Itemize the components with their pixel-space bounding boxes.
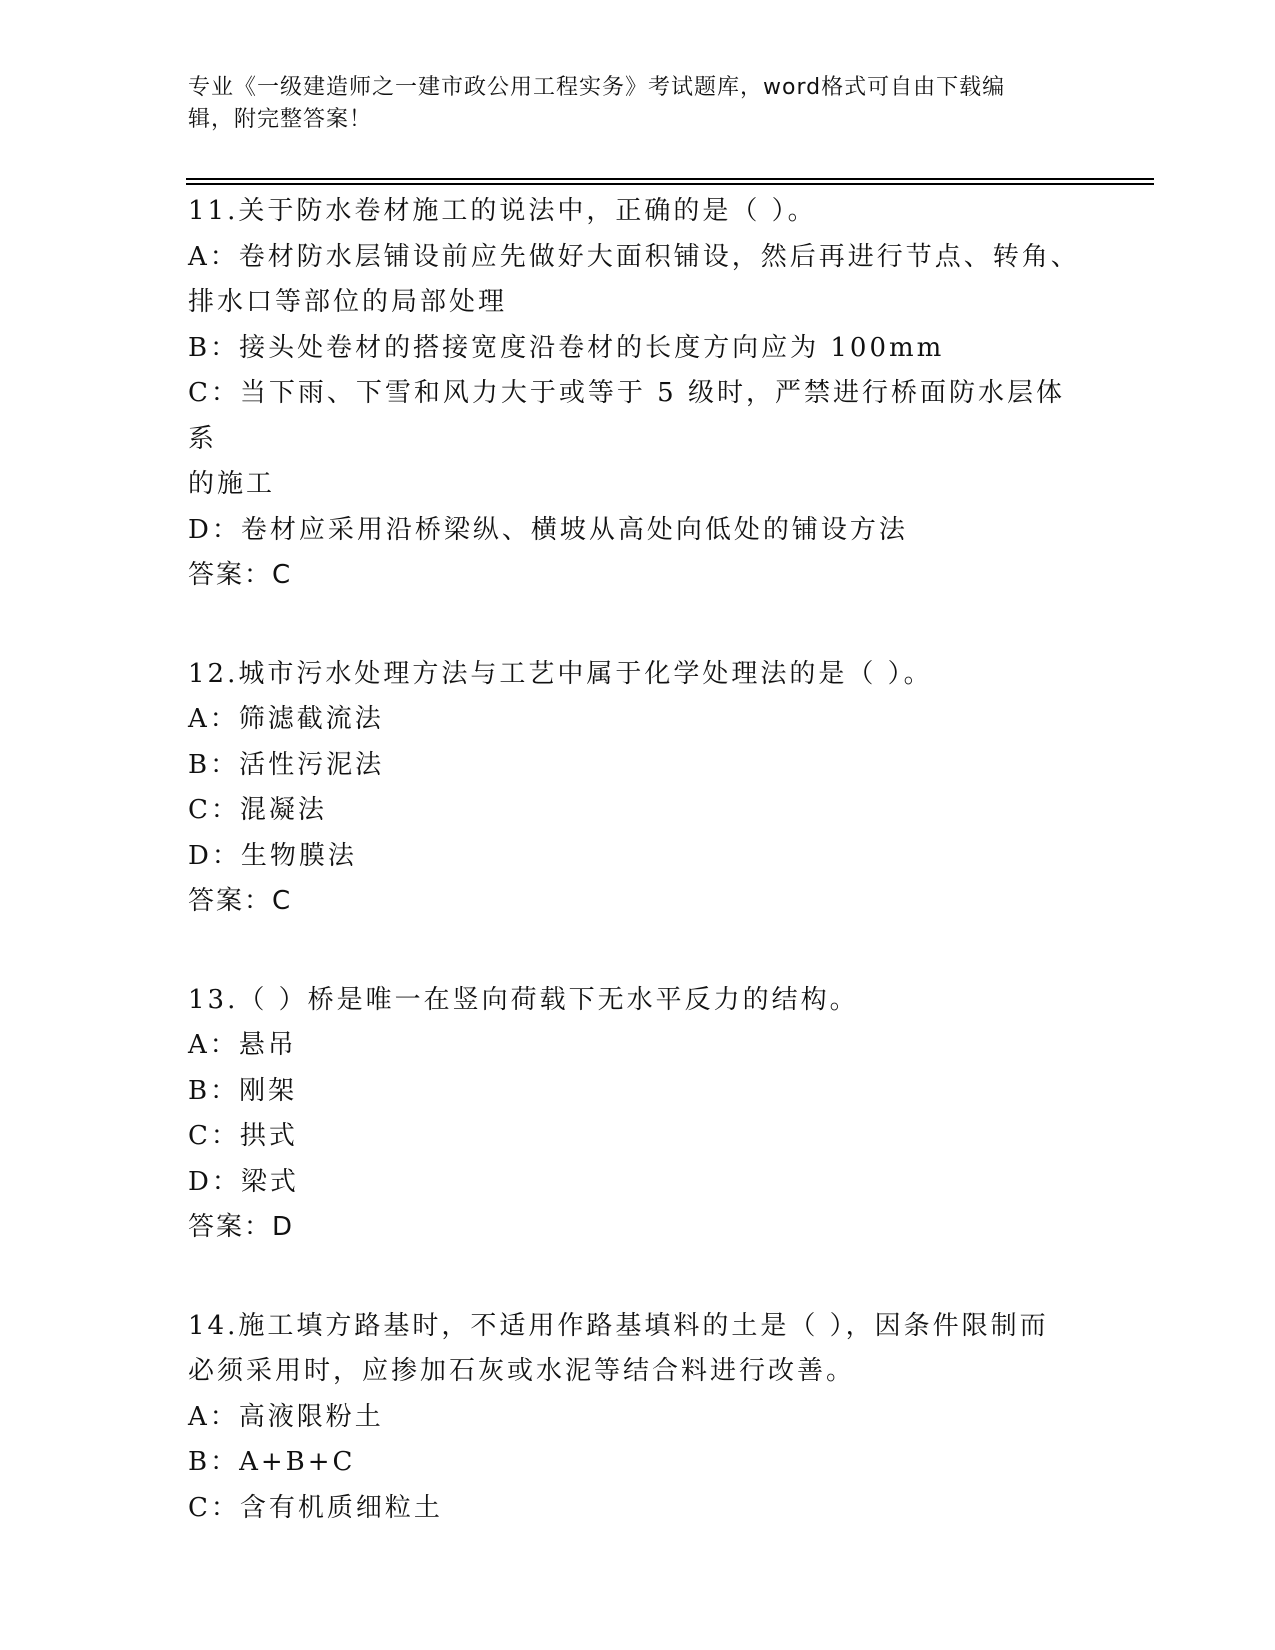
question-stem: 11.关于防水卷材施工的说法中，正确的是（ ）。 — [188, 196, 817, 226]
question-block — [188, 1304, 1088, 1532]
question-block — [188, 189, 1088, 599]
answer-text: 答案：D — [188, 1212, 295, 1242]
option-b — [188, 326, 1088, 372]
header-divider — [186, 183, 1154, 185]
option-a — [188, 235, 1088, 326]
option-d — [188, 508, 1088, 554]
option-a: A：悬吊 — [188, 1030, 297, 1060]
question-stem: 13.（ ）桥是唯一在竖向荷载下无水平反力的结构。 — [188, 984, 859, 1015]
question-list — [188, 189, 1088, 1584]
option-line: A：卷材防水层铺设前应先做好大面积铺设，然后再进行节点、转角、 — [188, 241, 1080, 272]
option-b: B：活性污泥法 — [188, 749, 385, 780]
option-line: B：接头处卷材的搭接宽度沿卷材的长度方向应为 100mm — [188, 332, 945, 363]
question-stem: 12.城市污水处理方法与工艺中属于化学处理法的是（ ）。 — [188, 658, 933, 689]
option-line: 的施工 — [188, 469, 276, 499]
header-divider — [186, 178, 1154, 180]
header-line: 专业《一级建造师之一建市政公用工程实务》考试题库，word格式可自由下载编 — [188, 75, 1006, 100]
question-block — [188, 652, 1088, 925]
option-a: A：筛滤截流法 — [188, 704, 384, 734]
question-block — [188, 978, 1088, 1251]
header-line: 辑，附完整答案！ — [188, 107, 373, 132]
document-header — [188, 72, 1088, 136]
option-b: B：刚架 — [188, 1075, 298, 1106]
option-line: 排水口等部位的局部处理 — [188, 287, 508, 317]
option-a: A：高液限粉土 — [188, 1401, 384, 1432]
option-line: D：卷材应采用沿桥梁纵、横坡从高处向低处的铺设方法 — [188, 514, 908, 545]
option-d: D：梁式 — [188, 1166, 299, 1197]
question-stem: 14.施工填方路基时，不适用作路基填料的土是（ ），因条件限制而 — [188, 1310, 1049, 1341]
question-stem: 必须采用时，应掺加石灰或水泥等结合料进行改善。 — [188, 1356, 856, 1386]
option-line: C：当下雨、下雪和风力大于或等于 5 级时，严禁进行桥面防水层体系 — [188, 378, 1065, 454]
option-c — [188, 371, 1088, 508]
option-c: C：混凝法 — [188, 795, 327, 825]
option-b: B：A+B+C — [188, 1447, 356, 1477]
option-c: C：拱式 — [188, 1121, 298, 1151]
answer-text: 答案：C — [188, 886, 293, 916]
option-d: D：生物膜法 — [188, 840, 357, 871]
option-c: C：含有机质细粒土 — [188, 1492, 443, 1523]
answer-text: 答案：C — [188, 560, 293, 590]
